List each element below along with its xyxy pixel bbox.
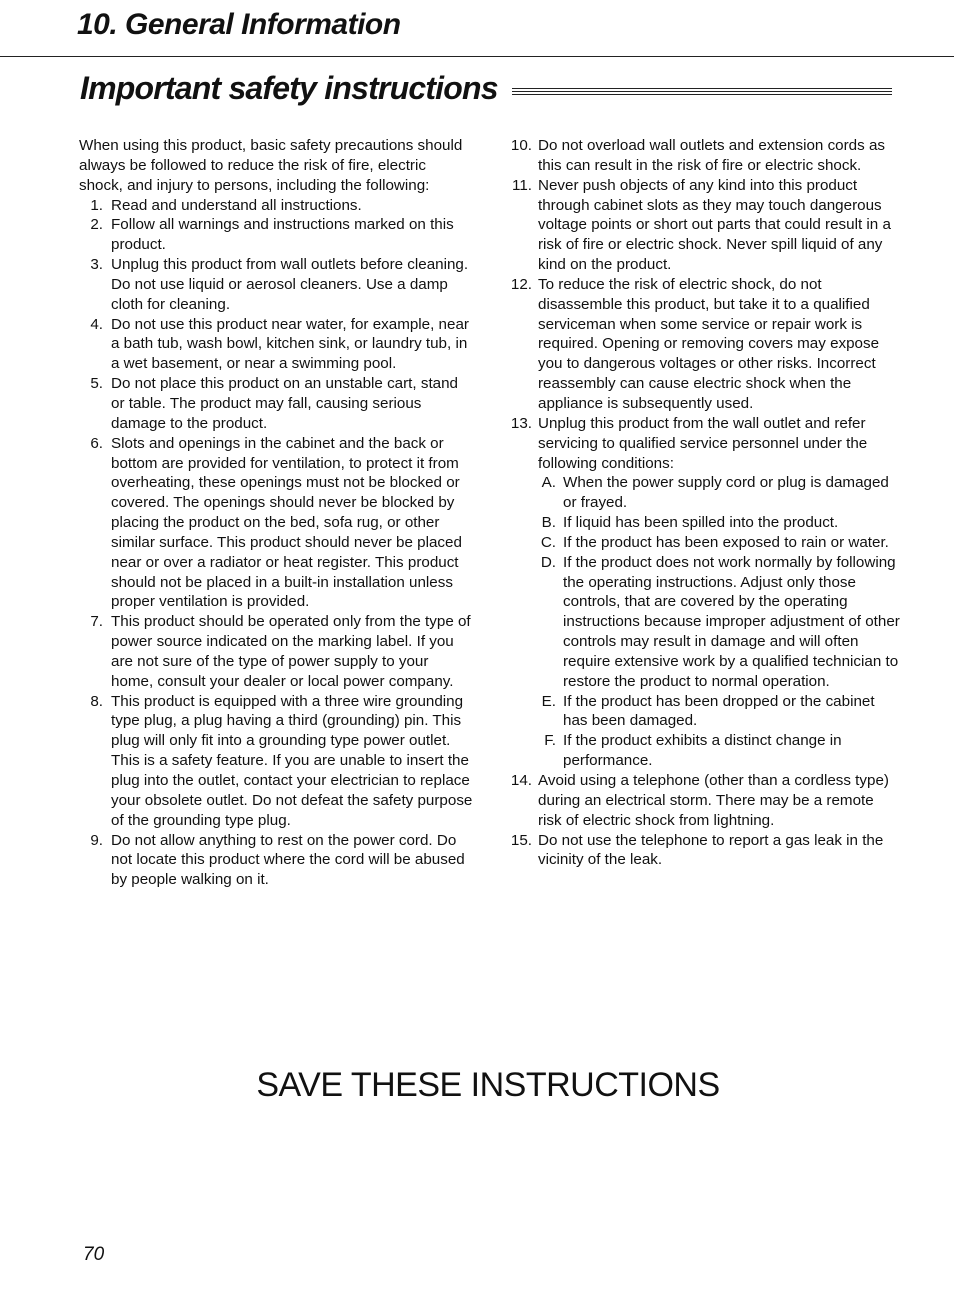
list-item — [506, 136, 901, 176]
item-number: 13. — [510, 414, 532, 432]
condition-label: C. — [540, 533, 556, 551]
condition-text: If the product exhibits a distinct change in performance. — [563, 732, 842, 770]
list-item — [79, 612, 474, 691]
list-item — [79, 196, 474, 216]
item-text: To reduce the risk of electric shock, do not disassemble this product, but take it to a qualified serviceman when some service or repair work is required. Opening or removing covers may expose you to dangerous voltages or other risks. Incorrect reassembly can cause electric shock when the appliance is subsequently used. — [538, 275, 880, 412]
list-item — [79, 831, 474, 891]
list-item — [506, 275, 901, 414]
condition-label: A. — [541, 474, 556, 492]
list-item — [79, 255, 474, 315]
condition-label: B. — [541, 514, 556, 532]
condition-label: E. — [541, 692, 556, 710]
list-item — [79, 315, 474, 375]
safety-list-left — [79, 196, 474, 891]
item-text: Read and understand all instructions. — [111, 196, 362, 214]
item-number: 8. — [90, 692, 103, 710]
item-number: 10. — [510, 137, 532, 154]
condition-item — [538, 513, 901, 533]
item-number: 6. — [90, 434, 103, 452]
item-text: This product is equipped with a three wire grounding type plug, a plug having a third (grounding) pin. This plug will only fit into a grounding type power outlet. This is a safety feature. If you are unable to insert the plug into the outlet, contact your electrician to replace your obsolete outlet. Do not defeat the safety purpose of the grounding type plug. — [111, 692, 473, 829]
item-number: 7. — [90, 613, 103, 631]
page-number: 70 — [83, 1244, 105, 1265]
item-number: 5. — [90, 375, 103, 393]
item-number: 1. — [90, 196, 103, 214]
item-text: Follow all warnings and instructions marked on this product. — [111, 216, 454, 254]
item-text: Unplug this product from wall outlets before cleaning. Do not use liquid or aerosol cleaners. Use a damp cloth for cleaning. — [111, 256, 469, 313]
item-text: Do not use this product near water, for example, near a bath tub, wash bowl, kitchen sink, or laundry tub, in a wet basement, or near a swimming pool. — [111, 315, 469, 373]
item-text: Unplug this product from the wall outlet and refer servicing to qualified service personnel under the following conditions: — [538, 414, 868, 472]
condition-text: If the product does not work normally by following the operating instructions. Adjust only those controls, that are covered by the operating instructions because improper adjustment of other controls may result in damage and will often require extensive work by a qualified technician to restore the product to normal operation. — [563, 553, 900, 690]
condition-label: F. — [544, 732, 556, 750]
condition-item — [538, 553, 901, 692]
item-text: This product should be operated only from the type of power source indicated on the marking label. If you are not sure of the type of power supply to your home, consult your dealer or local power company. — [111, 613, 471, 690]
item-text: Do not overload wall outlets and extension cords as this can result in the risk of fire or electric shock. — [538, 137, 885, 174]
section-title: Important safety instructions — [80, 70, 498, 106]
item-number: 2. — [90, 216, 103, 234]
item-number: 9. — [90, 831, 103, 849]
condition-text: When the power supply cord or plug is damaged or frayed. — [563, 474, 889, 512]
right-column — [506, 136, 901, 870]
item-text: Do not use the telephone to report a gas leak in the vicinity of the leak. — [538, 831, 884, 869]
condition-item — [538, 473, 901, 513]
condition-text: If the product has been dropped or the cabinet has been damaged. — [563, 692, 875, 730]
save-instructions-heading: SAVE THESE INSTRUCTIONS — [256, 1066, 720, 1104]
intro-paragraph: When using this product, basic safety precautions should always be followed to reduce the risk of fire, electric shock, and injury to persons, including the following: — [79, 137, 463, 194]
condition-item — [538, 692, 901, 732]
left-column — [79, 136, 474, 890]
item-number: 4. — [90, 315, 103, 333]
list-item — [506, 831, 901, 871]
list-item — [506, 771, 901, 831]
safety-list-right — [506, 136, 901, 870]
condition-item — [538, 731, 901, 771]
list-item — [506, 414, 901, 771]
condition-label: D. — [540, 553, 556, 571]
service-conditions-list — [538, 473, 901, 771]
list-item — [79, 374, 474, 434]
item-number: 15. — [510, 831, 532, 849]
chapter-title: 10. General Information — [77, 8, 401, 41]
item-text: Slots and openings in the cabinet and the back or bottom are provided for ventilation, to protect it from overheating, these openings must not be blocked or covered. The openings should never be blocked by placing the product on the bed, sofa rug, or other similar surface. This product should never be placed near or over a radiator or heat register. This product should not be placed in a built-in installation unless proper ventilation is provided. — [111, 434, 462, 611]
chapter-divider — [0, 56, 954, 57]
condition-item — [538, 533, 901, 553]
item-text: Do not allow anything to rest on the power cord. Do not locate this product where the cord will be abused by people walking on it. — [111, 831, 465, 889]
condition-text: If liquid has been spilled into the product. — [563, 514, 839, 532]
list-item — [79, 215, 474, 255]
item-text: Never push objects of any kind into this product through cabinet slots as they may touch dangerous voltage points or short out parts that could result in a risk of fire or electric shock. Never spill liquid of any kind on the product. — [538, 176, 891, 274]
list-item — [79, 692, 474, 831]
item-number: 11. — [512, 176, 532, 194]
item-text: Do not place this product on an unstable cart, stand or table. The product may fall, causing serious damage to the product. — [111, 375, 458, 432]
item-number: 12. — [510, 275, 532, 293]
list-item — [79, 434, 474, 613]
section-title-rule — [512, 88, 892, 97]
item-text: Avoid using a telephone (other than a cordless type) during an electrical storm. There may be a remote risk of electric shock from lightning. — [538, 772, 889, 829]
list-item — [506, 176, 901, 275]
item-number: 3. — [90, 256, 103, 274]
item-number: 14. — [510, 772, 532, 789]
condition-text: If the product has been exposed to rain or water. — [563, 533, 889, 551]
